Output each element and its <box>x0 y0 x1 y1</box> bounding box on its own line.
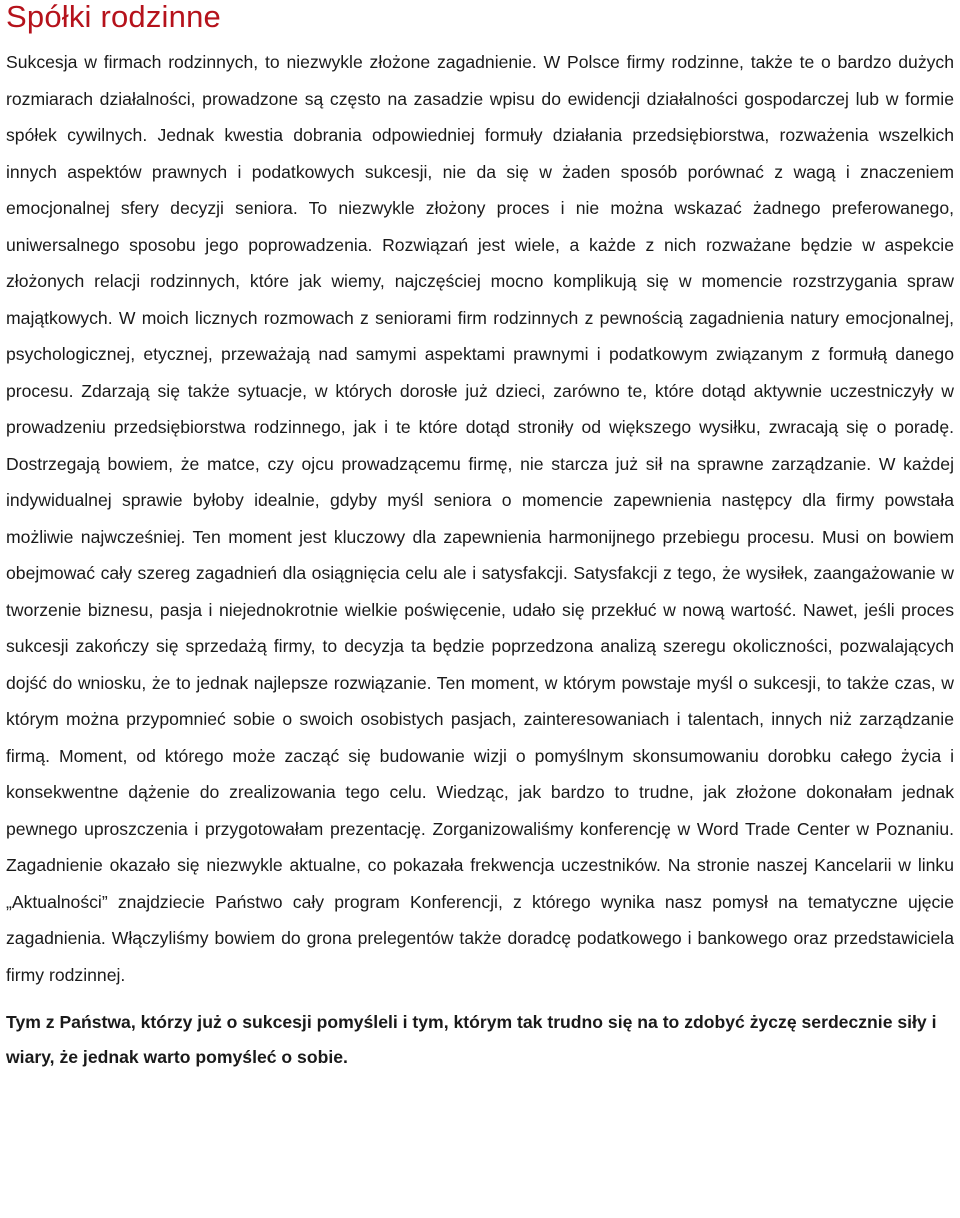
closing-paragraph: Tym z Państwa, którzy już o sukcesji pomyśleli i tym, którym tak trudno się na to zdobyć życzę serdecznie siły i wiary, że jednak warto pomyśleć o sobie. <box>6 1012 937 1067</box>
body-paragraph: Sukcesja w firmach rodzinnych, to niezwykle złożone zagadnienie. W Polsce firmy rodzinne, także te o bardzo dużych rozmiarach działalności, prowadzone są często na zasadzie wpisu do ewidencji działalności gospodarczej lub w formie spółek cywilnych. Jednak kwestia dobrania odpowiedniej formuły działania przedsiębiorstwa, rozważenia wszelkich innych aspektów prawnych i podatkowych sukcesji, nie da się w żaden sposób porównać z wagą i znaczeniem emocjonalnej sfery decyzji seniora. To niezwykle złożony proces i nie można wskazać żadnego preferowanego, uniwersalnego sposobu jego poprowadzenia. Rozwiązań jest wiele, a każde z nich rozważane będzie w aspekcie złożonych relacji rodzinnych, które jak wiemy, najczęściej mocno komplikują się w momencie rozstrzygania spraw majątkowych. W moich licznych rozmowach z seniorami firm rodzinnych z pewnością zagadnienia natury emocjonalnej, psychologicznej, etycznej, przeważają nad samymi aspektami prawnymi i podatkowym związanym z formułą danego procesu. Zdarzają się także sytuacje, w których dorosłe już dzieci, zarówno te, które dotąd aktywnie uczestniczyły w prowadzeniu przedsiębiorstwa rodzinnego, jak i te które dotąd stroniły od większego wysiłku, zwracają się o poradę. Dostrzegają bowiem, że matce, czy ojcu prowadzącemu firmę, nie starcza już sił na sprawne zarządzanie. W każdej indywidualnej sprawie byłoby idealnie, gdyby myśl seniora o momencie zapewnienia następcy dla firmy powstała możliwie najwcześniej. Ten moment jest kluczowy dla zapewnienia harmonijnego przebiegu procesu. Musi on bowiem obejmować cały szereg zagadnień dla osiągnięcia celu ale i satysfakcji. Satysfakcji z tego, że wysiłek, zaangażowanie w tworzenie biznesu, pasja i niejednokrotnie wielkie poświęcenie, udało się przekłuć w nową wartość. Nawet, jeśli proces sukcesji zakończy się sprzedażą firmy, to decyzja ta będzie poprzedzona analizą szeregu okoliczności, pozwalających dojść do wniosku, że to jednak najlepsze rozwiązanie. Ten moment, w którym powstaje myśl o sukcesji, to także czas, w którym można przypomnieć sobie o swoich osobistych pasjach, zainteresowaniach i talentach, innych niż zarządzanie firmą. Moment, od którego może zacząć się budowanie wizji o pomyślnym skonsumowaniu dorobku całego życia i konsekwentne dążenie do zrealizowania tego celu. Wiedząc, jak bardzo to trudne, jak złożone dokonałam jednak pewnego uproszczenia i przygotowałam prezentację. Zorganizowaliśmy konferencję w Word Trade Center w Poznaniu. Zagadnienie okazało się niezwykle aktualne, co pokazała frekwencja uczestników. Na stronie naszej Kancelarii w linku „Aktualności” znajdziecie Państwo cały program Konferencji, z którego wynika nasz pomysł na tematyczne ujęcie zagadnienia. Włączyliśmy bowiem do grona prelegentów także doradcę podatkowego i bankowego oraz przedstawiciela firmy rodzinnej. <box>6 52 954 985</box>
page-title: Spółki rodzinne <box>6 0 221 34</box>
